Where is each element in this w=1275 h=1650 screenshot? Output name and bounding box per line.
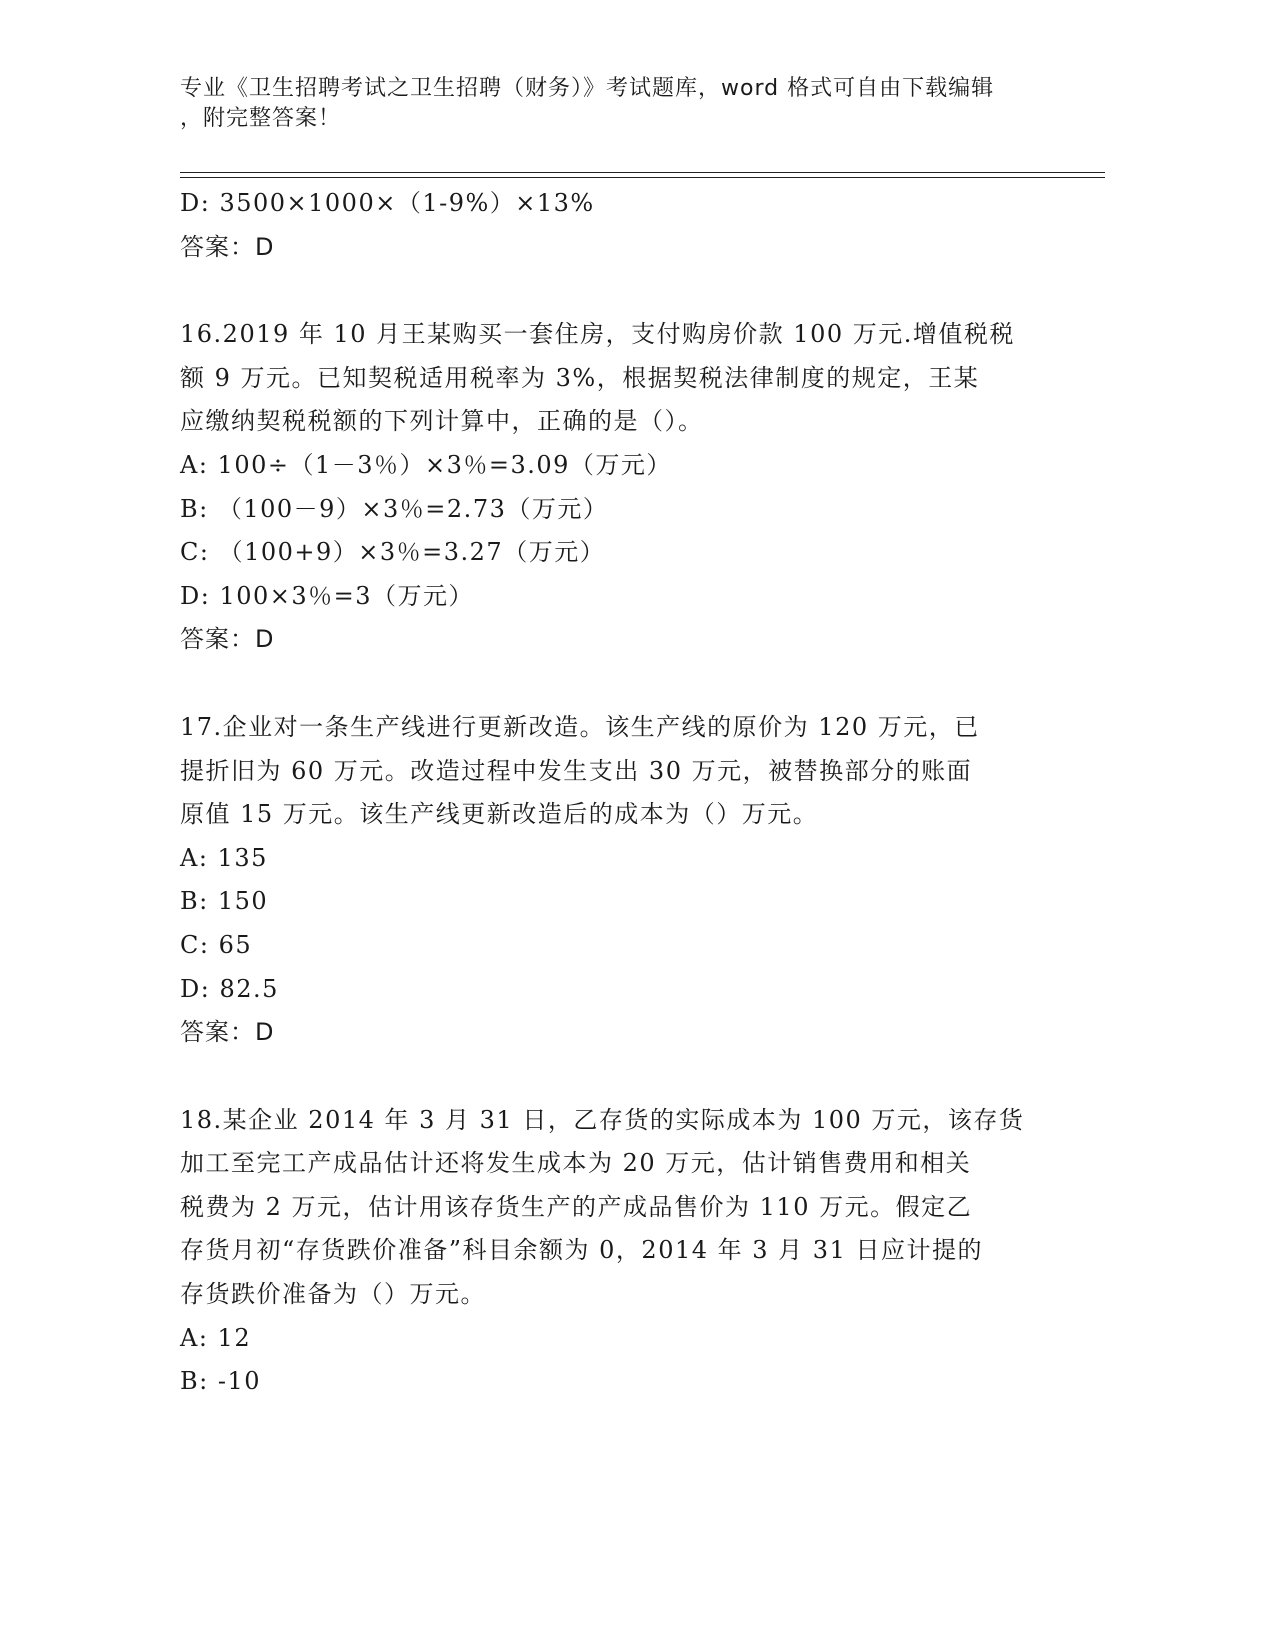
answer: 答案：D [180, 625, 275, 654]
question-16 [180, 313, 1040, 662]
question-18 [180, 1099, 1040, 1404]
header-divider-bottom [180, 177, 1105, 178]
header-line-1: 专业《卫生招聘考试之卫生招聘（财务）》考试题库，word 格式可自由下载编辑 [180, 76, 995, 101]
question-text-line: 存货月初“存货跌价准备”科目余额为 0，2014 年 3 月 31 日应计提的 [180, 1236, 983, 1265]
option-c: C: 65 [180, 930, 253, 959]
document-header [180, 74, 1040, 134]
prev-answer: 答案：D [180, 232, 275, 261]
question-text-line: 提折旧为 60 万元。改造过程中发生支出 30 万元，被替换部分的账面 [180, 756, 973, 785]
option-d: D: 100×3％=3（万元） [180, 581, 475, 610]
option-a: A: 12 [180, 1323, 252, 1352]
document-body [180, 182, 1040, 1404]
option-d: D: 82.5 [180, 974, 279, 1003]
header-divider-top [180, 172, 1105, 173]
option-b: B: （100－9）×3％=2.73（万元） [180, 494, 609, 523]
option-a: A: 100÷（1－3％）×3％=3.09（万元） [180, 450, 672, 479]
option-b: B: 150 [180, 887, 269, 916]
question-text-line: 应缴纳契税税额的下列计算中，正确的是（）。 [180, 407, 704, 436]
spacer [180, 1055, 1040, 1099]
option-b: B: -10 [180, 1367, 261, 1396]
question-text-line: 原值 15 万元。该生产线更新改造后的成本为（）万元。 [180, 800, 819, 829]
option-c: C: （100+9）×3％=3.27（万元） [180, 538, 606, 567]
question-text-line: 税费为 2 万元，估计用该存货生产的产成品售价为 110 万元。假定乙 [180, 1192, 973, 1221]
spacer [180, 662, 1040, 706]
question-text-line: 17.企业对一条生产线进行更新改造。该生产线的原价为 120 万元，已 [180, 712, 980, 741]
question-text-line: 18.某企业 2014 年 3 月 31 日，乙存货的实际成本为 100 万元，该存货 [180, 1105, 1025, 1134]
question-text-line: 16.2019 年 10 月王某购买一套住房，支付购房价款 100 万元.增值税税 [180, 320, 1015, 349]
header-line-2: ，附完整答案！ [180, 106, 342, 131]
spacer [180, 269, 1040, 313]
option-a: A: 135 [180, 843, 268, 872]
question-text-line: 存货跌价准备为（）万元。 [180, 1280, 486, 1309]
answer: 答案：D [180, 1018, 275, 1047]
question-17 [180, 706, 1040, 1055]
question-text-line: 额 9 万元。已知契税适用税率为 3%，根据契税法律制度的规定，王某 [180, 363, 980, 392]
prev-option-d: D: 3500×1000×（1-9%）×13% [180, 189, 595, 217]
question-text-line: 加工至完工产成品估计还将发生成本为 20 万元，估计销售费用和相关 [180, 1149, 972, 1178]
